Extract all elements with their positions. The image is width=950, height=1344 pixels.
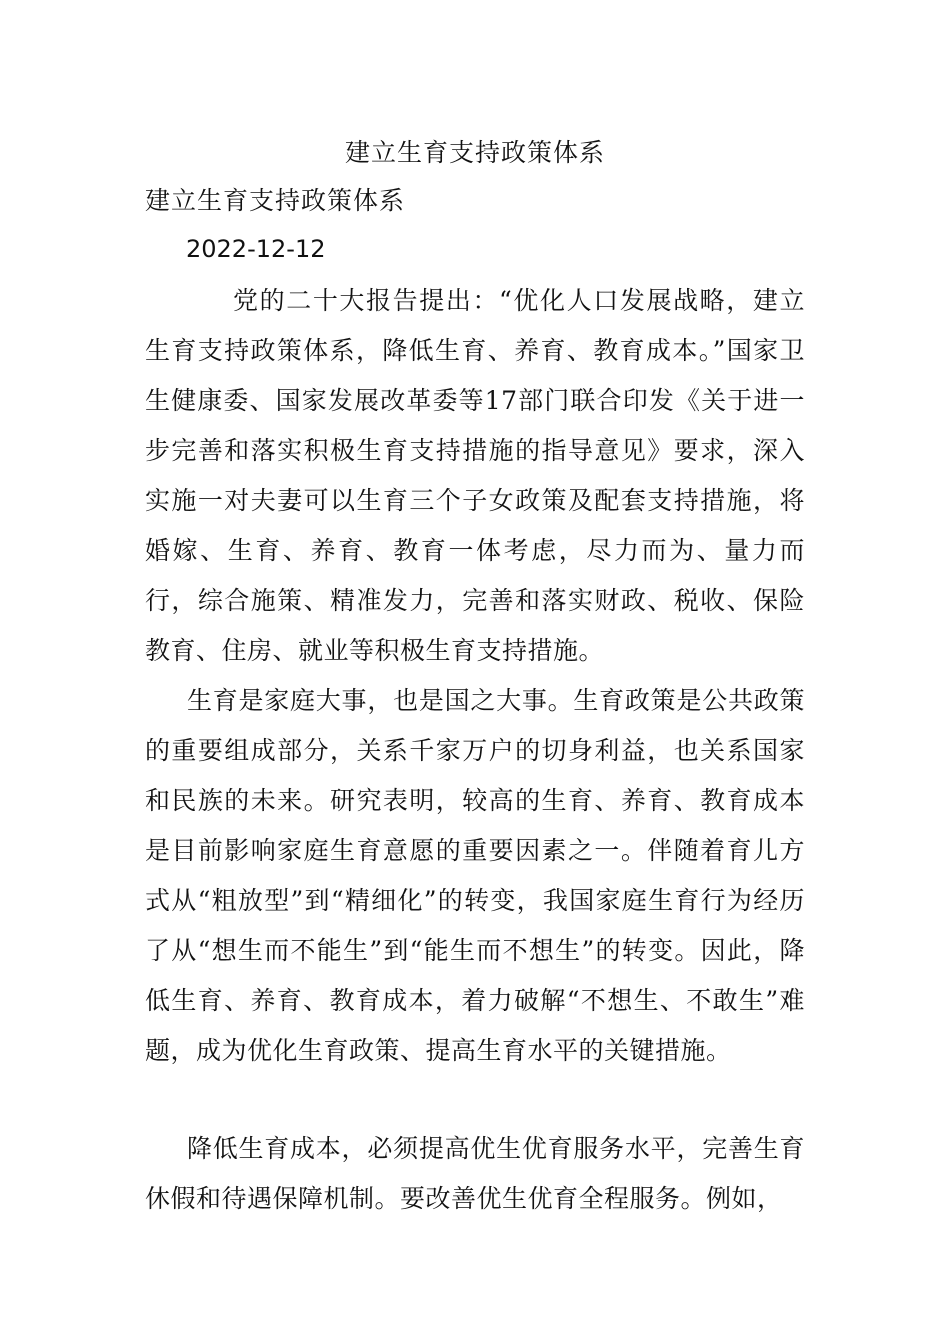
document-date: 2022-12-12 — [186, 235, 326, 263]
paragraph-text: 党的二十大报告提出：“优化人口发展战略，建立生育支持政策体系，降低生育、养育、教育成本。”国家卫生健康委、国家发展改革委等17部门联合印发《关于进一步完善和落实积极生育支持措施的指导意见》要求，深入实施一对夫妻可以生育三个子女政策及配套支持措施，将婚嫁、生育、养育、教育一体考虑，尽力而为、量力而行，综合施策、精准发力，完善和落实财政、税收、保险教育、住房、就业等积极生育支持措施。 — [145, 286, 805, 665]
body-paragraph-1 — [145, 276, 805, 676]
document-subtitle: 建立生育支持政策体系 — [145, 186, 406, 215]
body-paragraph-3 — [145, 1124, 805, 1224]
body-paragraph-2 — [145, 676, 805, 1076]
paragraph-text: 降低生育成本，必须提高优生优育服务水平，完善生育休假和待遇保障机制。要改善优生优育全程服务。例如， — [145, 1134, 805, 1213]
document-title: 建立生育支持政策体系 — [344, 138, 605, 167]
paragraph-text: 生育是家庭大事，也是国之大事。生育政策是公共政策的重要组成部分，关系千家万户的切身利益，也关系国家和民族的未来。研究表明，较高的生育、养育、教育成本是目前影响家庭生育意愿的重要因素之一。伴随着育儿方式从“粗放型”到“精细化”的转变，我国家庭生育行为经历了从“想生而不能生”到“能生而不想生”的转变。因此，降低生育、养育、教育成本，着力破解“不想生、不敢生”难题，成为优化生育政策、提高生育水平的关键措施。 — [145, 686, 805, 1065]
